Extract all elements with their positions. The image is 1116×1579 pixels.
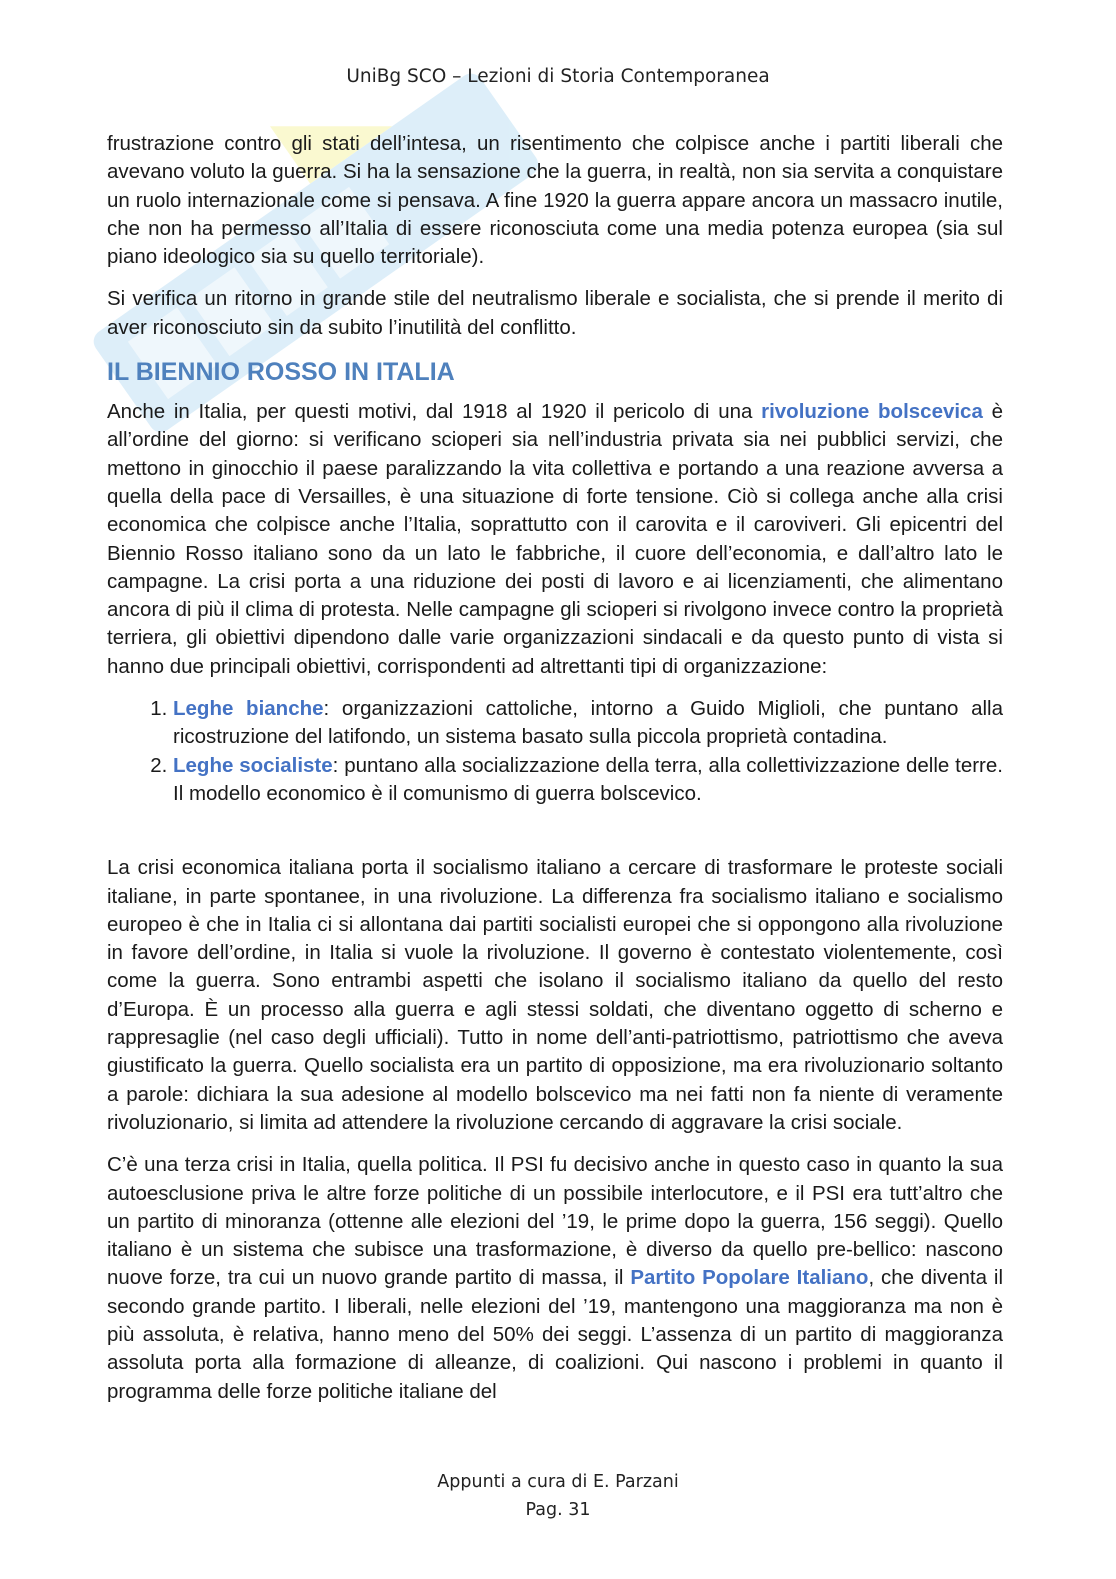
list-item — [173, 695, 1003, 752]
paragraph-political-crisis — [107, 1151, 1003, 1406]
footer-credit: Appunti a cura di E. Parzani — [437, 1472, 679, 1492]
list-item — [173, 752, 1003, 809]
paragraph-intro: frustrazione contro gli stati dell’intesa, un risentimento che colpisce anche i partiti liberali che avevano voluto la guerra. Si ha la sensazione che la guerra, in realtà, non sia servita a conquistare un ruolo internazionale come si pensava. A fine 1920 la guerra appare ancora un massacro inutile, che non ha permesso all’Italia di essere riconosciuta come una media potenza europea (sia sul piano ideologico sia su quello territoriale). — [107, 132, 1003, 269]
text-run: , che diventa il secondo grande partito. I liberali, nelle elezioni del ’19, mantengono una maggioranza ma non è più assoluta, è relativa, hanno meno del 50% dei seggi. L’assenza di un partito di maggioranza assoluta porta alla formazione di alleanze, di coalizioni. Qui nascono i problemi in quanto il programma delle forze politiche italiane del — [107, 1266, 1003, 1403]
text-run: C’è una terza crisi in Italia, quella politica. Il PSI fu decisivo anche in questo caso in quanto la sua autoesclusione priva le altre forze politiche di un possibile interlocutore, e il PSI era tutt’altro che un partito di minoranza (ottenne alle elezioni del ’19, le prime dopo la guerra, 156 seggi). Quello italiano è un sistema che subisce una trasformazione, è diverso da quello pre-bellico: nascono nuove forze, tra cui un nuovo grande partito di massa, il — [107, 1153, 1003, 1290]
list-item-term: Leghe socialiste — [173, 753, 333, 777]
page-body — [107, 130, 1003, 1420]
paragraph-neutralism: Si verifica un ritorno in grande stile del neutralismo liberale e socialista, che si prende il merito di aver riconosciuto sin da subito l’inutilità del conflitto. — [107, 287, 1003, 339]
list-item-term: Leghe bianche — [173, 697, 324, 721]
page-number: Pag. 31 — [525, 1500, 591, 1520]
paragraph-biennio — [107, 398, 1003, 681]
running-header: UniBg SCO – Lezioni di Storia Contemporanea — [346, 66, 770, 87]
list-item-text: : puntano alla socializzazione della terra, alla collettivizzazione delle terre. Il modello economico è il comunismo di guerra bolscevico. — [173, 753, 1003, 805]
list-item-text: : organizzazioni cattoliche, intorno a Guido Miglioli, che puntano alla ricostruzione del latifondo, un sistema basato sulla piccola proprietà contadina. — [173, 697, 1003, 749]
highlight-term: rivoluzione bolscevica — [761, 400, 983, 424]
highlight-term: Partito Popolare Italiano — [630, 1266, 869, 1290]
paragraph-socialism: La crisi economica italiana porta il socialismo italiano a cercare di trasformare le proteste sociali italiane, in parte spontanee, in una rivoluzione. La differenza fra socialismo italiano e socialismo europeo è che in Italia ci si allontana dai partiti socialisti europei che si oppongono alla rivoluzione in favore dell’ordine, in Italia si vuole la rivoluzione. Il governo è contestato violentemente, così come la guerra. Sono entrambi aspetti che isolano il socialismo italiano da quello del resto d’Europa. È un processo alla guerra e agli stessi soldati, che diventano oggetto di scherno e rappresaglie (nel caso degli ufficiali). Tutto in nome dell’anti-patriottismo, patriottismo che aveva giustificato la guerra. Quello socialista era un partito di opposizione, ma era rivoluzionario soltanto a parole: dichiara la sua adesione al modello bolscevico ma nei fatti non fa niente di veramente rivoluzionario, si limita ad attendere la rivoluzione cercando di aggravare la crisi sociale. — [107, 856, 1003, 1134]
text-run: Anche in Italia, per questi motivi, dal 1918 al 1920 il pericolo di una — [107, 400, 762, 424]
text-run: è all’ordine del giorno: si verificano scioperi sia nell’industria privata sia nei pubblici servizi, che mettono in ginocchio il paese paralizzando la vita collettiva e portando a una reazione avversa a quella della pace di Versailles, è una situazione di forte tensione. Ciò si collega anche alla crisi economica che colpisce anche l’Italia, soprattutto con il carovita e il caroviveri. Gli epicentri del Biennio Rosso italiano sono da un lato le fabbriche, il cuore dell’economia, e dall’altro lato le campagne. La crisi porta a una riduzione dei posti di lavoro e ai licenziamenti, che alimentano ancora di più il clima di protesta. Nelle campagne gli scioperi si rivolgono invece contro la proprietà terriera, gli obiettivi dipendono dalle varie organizzazioni sindacali e da questo punto di vista si hanno due principali obiettivi, corrispondenti ad altrettanti tipi di organizzazione: — [107, 400, 1003, 678]
section-heading: IL BIENNIO ROSSO IN ITALIA — [107, 358, 455, 387]
spacer — [107, 808, 1003, 854]
organizations-list — [107, 695, 1003, 808]
